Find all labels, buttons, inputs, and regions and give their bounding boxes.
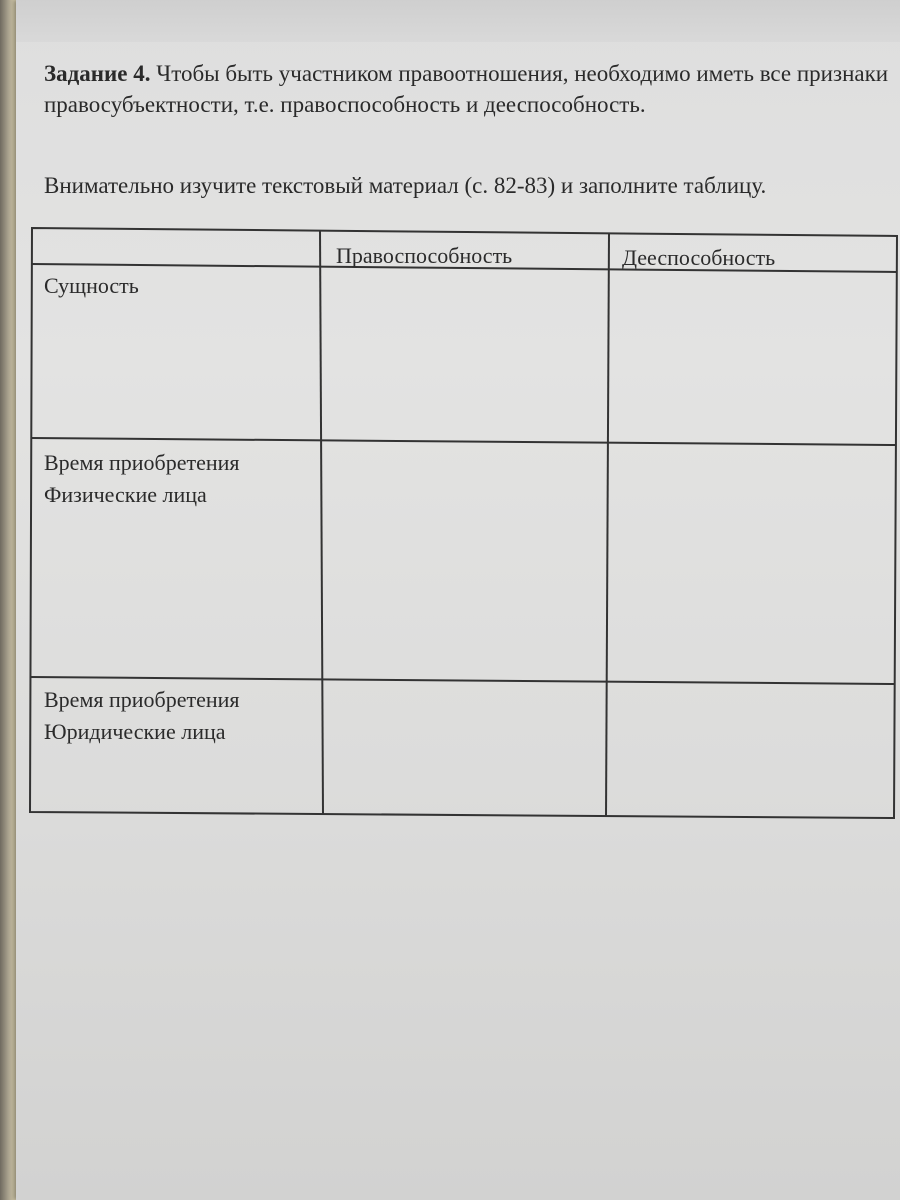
answer-cell-physical-pravosposobnost[interactable]	[326, 446, 606, 676]
answer-cell-physical-deesposobnost[interactable]	[612, 450, 894, 680]
table-vline-2	[606, 233, 609, 817]
task-label: Задание 4.	[44, 61, 151, 86]
instruction-text: Внимательно изучите текстовый материал (с. 82-83) и заполните таблицу.	[44, 173, 767, 198]
row-label-time-legal-line2: Юридические лица	[44, 719, 226, 744]
table-vline-1	[320, 230, 323, 815]
answer-cell-legal-pravosposobnost[interactable]	[326, 686, 604, 812]
answer-cell-legal-deesposobnost[interactable]	[610, 690, 892, 814]
row-label-time-legal-line1: Время приобретения	[44, 687, 240, 712]
header-cell-pravosposobnost: Правоспособность	[336, 243, 513, 268]
task-text: Чтобы быть участником правоотношения, необходимо иметь все признаки правосубъектности, т.е. правоспособность и дееспособность.	[44, 61, 889, 117]
answer-cell-sushchnost-pravosposobnost[interactable]	[326, 272, 606, 436]
row-label-sushchnost: Сущность	[44, 273, 139, 298]
row-label-time-physical-line1: Время приобретения	[44, 450, 240, 475]
answer-cell-sushchnost-deesposobnost[interactable]	[612, 276, 894, 440]
header-cell-deesposobnost: Дееспособность	[622, 245, 776, 270]
row-label-time-physical-line2: Физические лица	[44, 482, 207, 507]
